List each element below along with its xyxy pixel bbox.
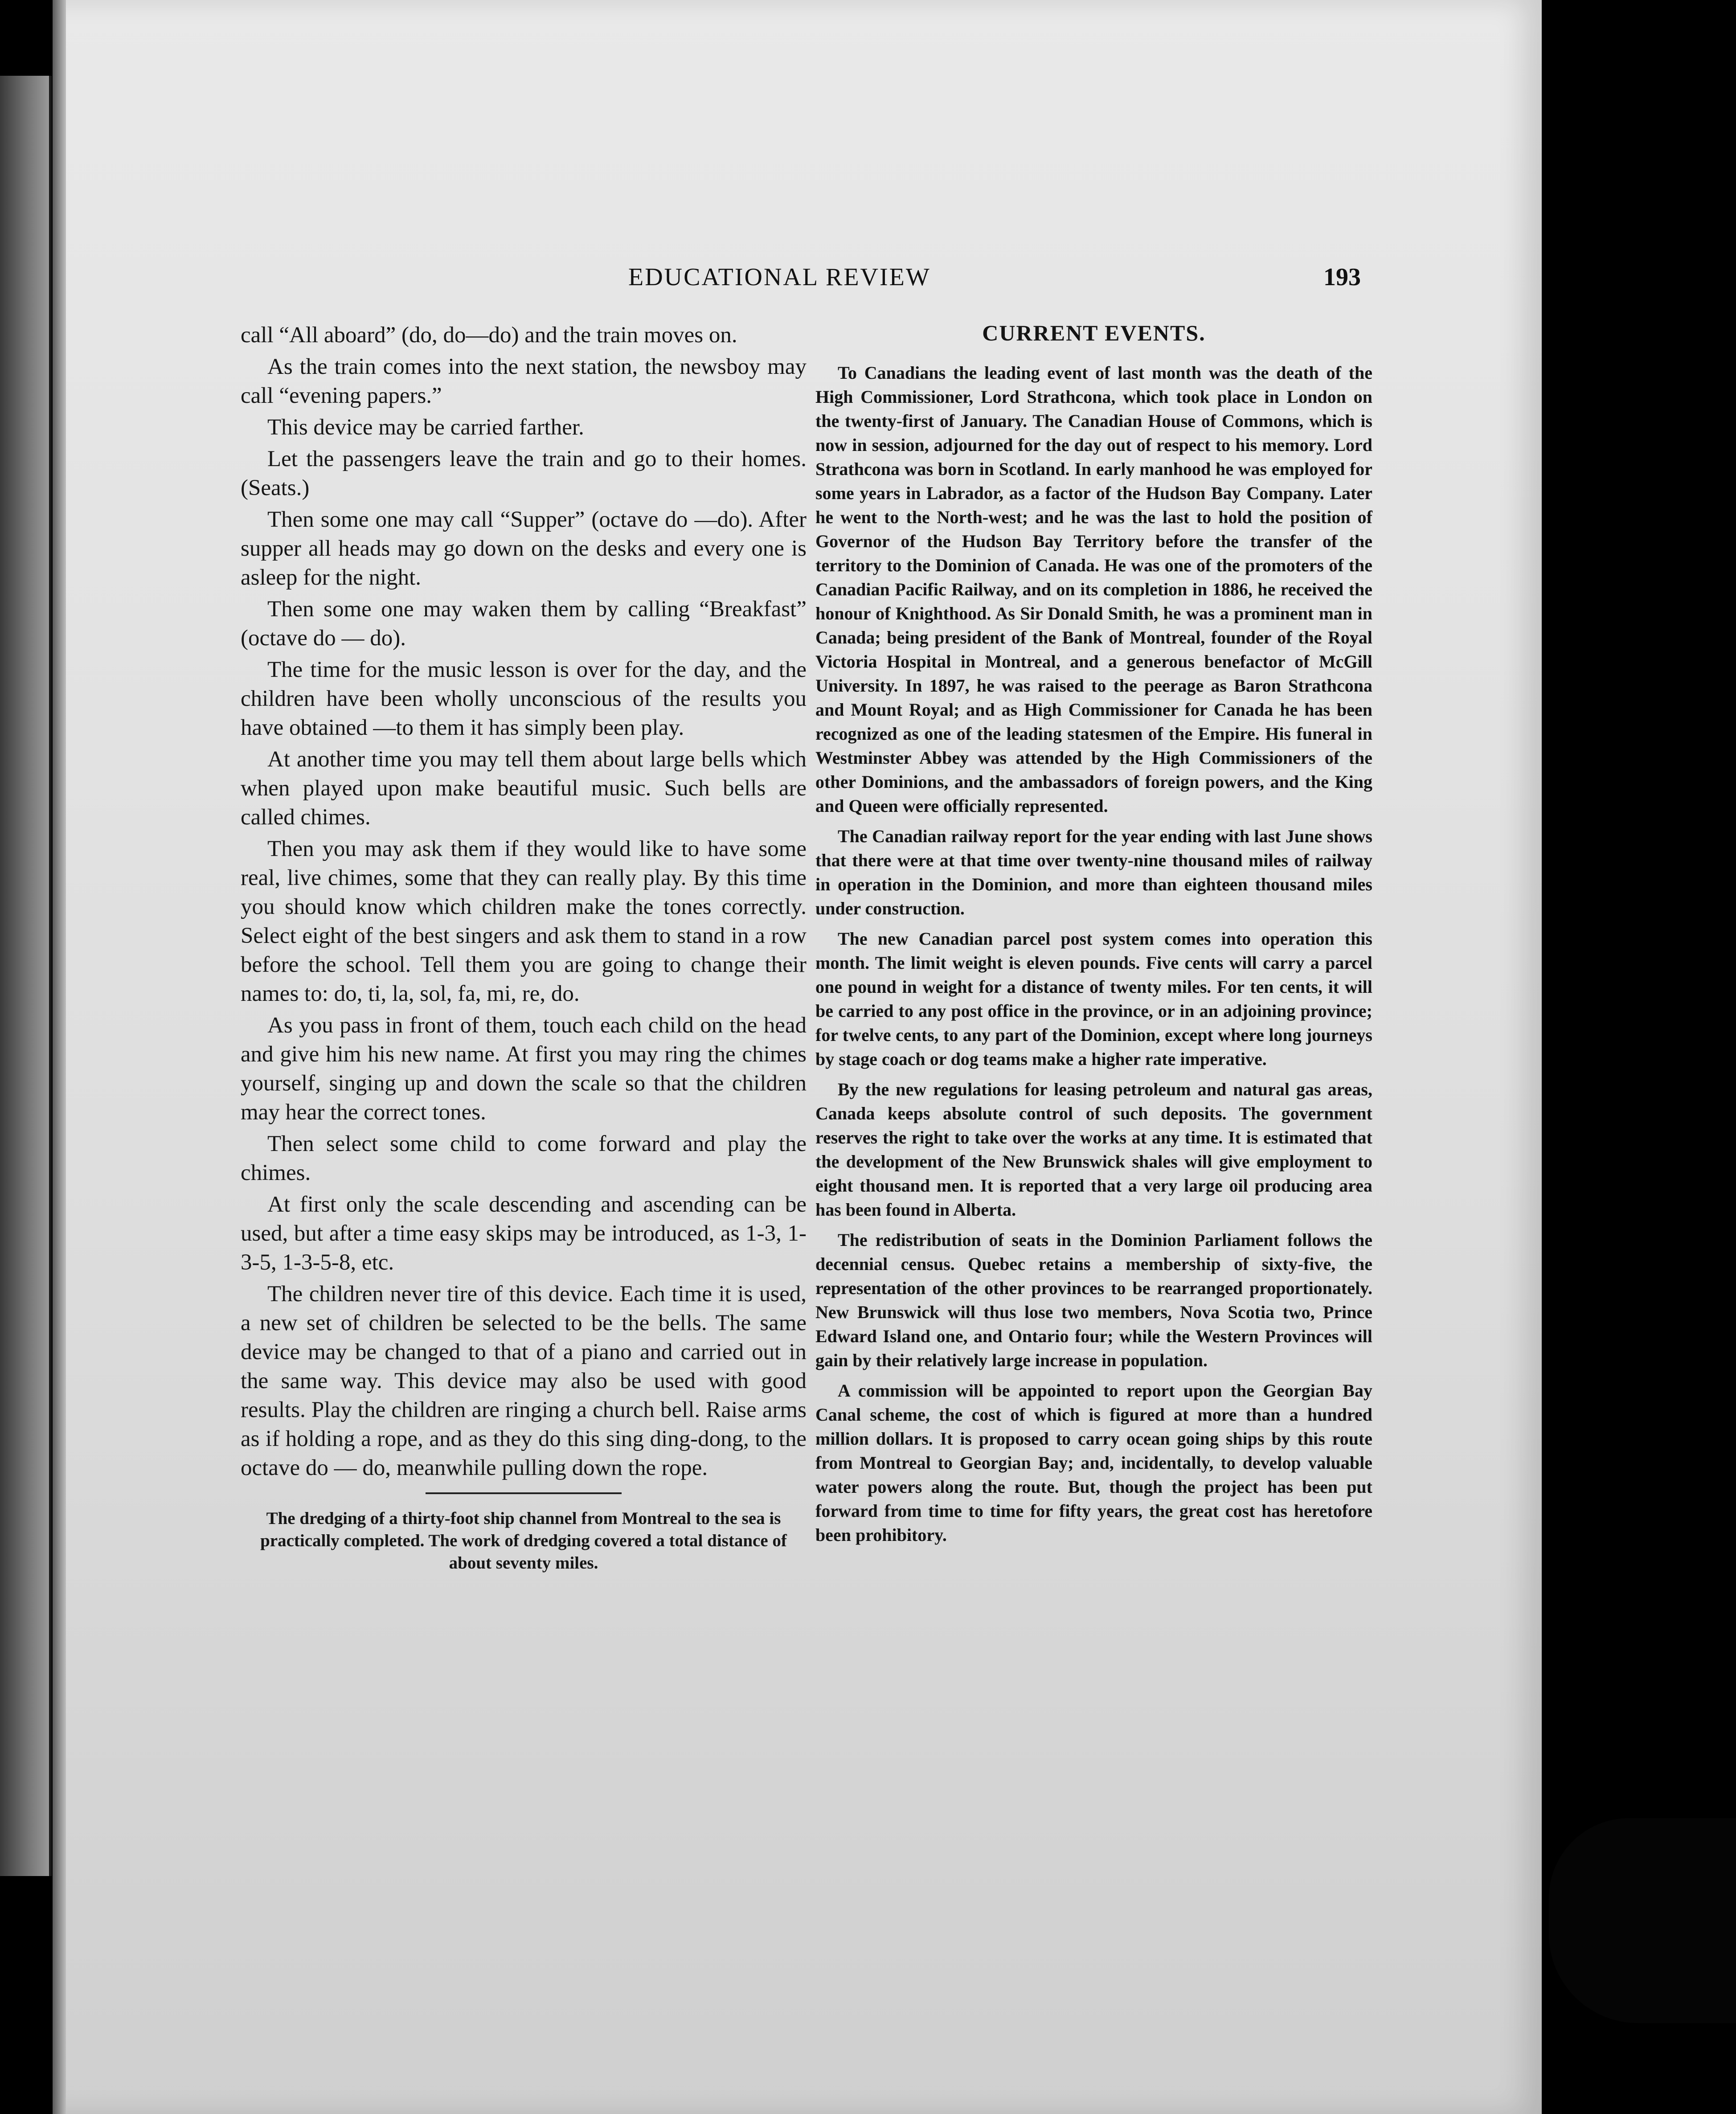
paragraph: call “All aboard” (do, do—do) and the train moves on. — [241, 323, 737, 348]
thumb-shadow — [1549, 1818, 1736, 2023]
paragraph: The time for the music lesson is over for the day, and the children have been wholly unconscious of the results you have obtained —to them it has simply been play. — [241, 657, 807, 740]
news-item: The Canadian railway report for the year ending with last June shows that there were at that time over twenty-nine thousand miles of railway in operation in the Dominion, and more than eighteen thousand miles under construction. — [815, 826, 1372, 918]
paragraph: The children never tire of this device. Each time it is used, a new set of children be selected to be the bells. The same device may be changed to that of a piano and carried out in the same way. This device may also be used with good results. Play the children are ringing a church bell. Raise arms as if holding a rope, and as they do this sing ding-dong, to the octave do — do, meanwhile pulling down the rope. — [241, 1282, 807, 1480]
news-item: The new Canadian parcel post system comes into operation this month. The limit weight is eleven pounds. Five cents will carry a parcel one pound in weight for a distance of twenty miles. For ten cents, it will be carried to any post office in the province, or in an adjoining province; for twelve cents, to any part of the Dominion, except where long journeys by stage coach or dog teams make a higher rate imperative. — [815, 929, 1372, 1069]
separator-rule — [426, 1492, 622, 1494]
left-column — [241, 321, 807, 1711]
previous-page-edge — [0, 76, 52, 1876]
page-spine-shadow — [53, 0, 66, 2114]
paragraph: Then you may ask them if they would like to have some real, live chimes, some that they can really play. By this time you should know which children make the tones correctly. Select eight of the best singers and ask them to stand in a row before the school. Tell them you are going to change their names to: do, ti, la, sol, fa, mi, re, do. — [241, 836, 807, 1006]
paragraph: As the train comes into the next station, the newsboy may call “evening papers.” — [241, 354, 807, 408]
paragraph: Then some one may waken them by calling “Breakfast” (octave do — do). — [241, 597, 807, 651]
paragraph: Let the passengers leave the train and go to their homes. (Seats.) — [241, 447, 807, 500]
footnote: The dredging of a thirty-foot ship channel from Montreal to the sea is practically completed. The work of dredging covered a total distance of about seventy miles. — [260, 1509, 787, 1573]
section-heading: CURRENT EVENTS. — [982, 320, 1206, 345]
journal-title: EDUCATIONAL REVIEW — [628, 263, 931, 291]
news-item: By the new regulations for leasing petroleum and natural gas areas, Canada keeps absolute control of such deposits. The government reserves the right to take over the works at any time. It is estimated that the development of the New Brunswick shales will give employment to eight thousand men. It is reported that a very large oil producing area has been found in Alberta. — [815, 1079, 1372, 1220]
paragraph: This device may be carried farther. — [267, 415, 584, 440]
news-item: To Canadians the leading event of last month was the death of the High Commissioner, Lord Strathcona, which took place in London on the twenty-first of January. The Canadian House of Commons, which is now in session, adjourned for the day out of respect to his memory. Lord Strathcona was born in Scotland. In early manhood he was employed for some years in Labrador, as a factor of the Hudson Bay Company. Later he went to the North-west; and he was the last to hold the position of Governor of the Hudson Bay Territory before the transfer of the territory to the Dominion of Canada. He was one of the promoters of the Canadian Pacific Railway, and on its completion in 1886, he received the honour of Knighthood. As Sir Donald Smith, he was a prominent man in Canada; being president of the Bank of Montreal, founder of the Royal Victoria Hospital in Montreal, and a generous benefactor of McGill University. In 1897, he was raised to the peerage as Baron Strathcona and Mount Royal; and as High Commissioner for Canada he has been recognized as one of the leading statesmen of the Empire. His funeral in Westminster Abbey was attended by the High Commissioners of the other Dominions, and the ambassadors of foreign powers, and the King and Queen were officially represented. — [815, 363, 1372, 816]
paragraph: At another time you may tell them about large bells which when played upon make beautiful music. Such bells are called chimes. — [241, 747, 807, 830]
right-column — [815, 321, 1372, 1800]
running-header — [628, 263, 1386, 299]
news-item: The redistribution of seats in the Dominion Parliament follows the decennial census. Quebec retains a membership of sixty-five, the representation of the other provinces to be rearranged proportionately. New Brunswick will thus lose two members, Nova Scotia two, Prince Edward Island one, and Ontario four; while the Western Provinces will gain by their relatively large increase in population. — [815, 1230, 1372, 1370]
paragraph: Then select some child to come forward and play the chimes. — [241, 1131, 807, 1185]
page-number: 193 — [1323, 263, 1361, 291]
news-item: A commission will be appointed to report upon the Georgian Bay Canal scheme, the cost of which is figured at more than a hundred million dollars. It is proposed to carry ocean going ships by this route from Montreal to Georgian Bay; and, incidentally, to develop valuable water powers along the route. But, though the project has been put forward from time to time for fifty years, the great cost has heretofore been prohibitory. — [815, 1381, 1372, 1545]
paragraph: Then some one may call “Supper” (octave do —do). After supper all heads may go down on the desks and every one is asleep for the night. — [241, 507, 807, 590]
paragraph: As you pass in front of them, touch each child on the head and give him his new name. At first you may ring the chimes yourself, singing up and down the scale so that the children may hear the correct tones. — [241, 1013, 807, 1125]
paragraph: At first only the scale descending and ascending can be used, but after a time easy skips may be introduced, as 1-3, 1-3-5, 1-3-5-8, etc. — [241, 1192, 807, 1275]
